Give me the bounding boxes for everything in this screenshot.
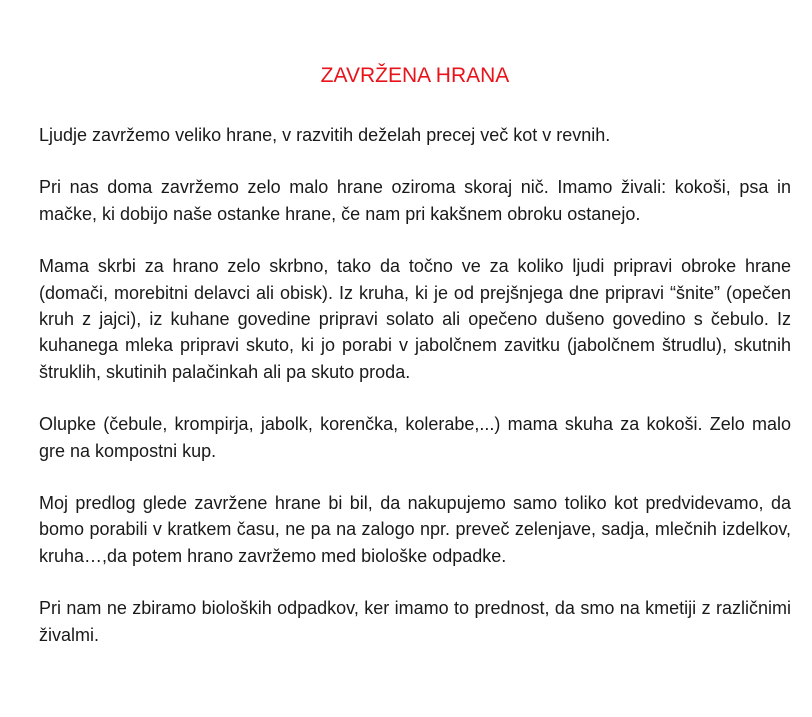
paragraph-3: Mama skrbi za hrano zelo skrbno, tako da točno ve za koliko ljudi pripravi obroke hrane (domači, morebitni delavci ali obisk). Iz kruha, ki je od prejšnjega dne pripravi “šnite” (opečen kruh z jajci), iz kuhane govedine pripravi solato ali opečeno dušeno govedino s čebulo. Iz kuhanega mleka pripravi skuto, ki jo porabi v jabolčnem zavitku (jabolčnem štrudlu), skutnih štruklih, skutinih palačinkah ali pa skuto proda. bbox=[39, 256, 791, 382]
paragraph-2: Pri nas doma zavržemo zelo malo hrane oziroma skoraj nič. Imamo živali: kokoši, psa in mačke, ki dobijo naše ostanke hrane, če nam pri kakšnem obroku ostanejo. bbox=[39, 177, 791, 224]
paragraph-1: Ljudje zavržemo veliko hrane, v razvitih deželah precej več kot v revnih. bbox=[39, 125, 611, 145]
paragraph-5: Moj predlog glede zavržene hrane bi bil, da nakupujemo samo toliko kot predvidevamo, da bomo porabili v kratkem času, ne pa na zalogo npr. preveč zelenjave, sadja, mlečnih izdelkov, kruha…,da potem hrano zavržemo med biološke odpadke. bbox=[39, 493, 791, 566]
paragraph-4: Olupke (čebule, krompirja, jabolk, korenčka, kolerabe,...) mama skuha za kokoši. Zelo malo gre na kompostni kup. bbox=[39, 414, 791, 461]
paragraph-6: Pri nam ne zbiramo bioloških odpadkov, ker imamo to prednost, da smo na kmetiji z različnimi živalmi. bbox=[39, 598, 791, 645]
document-page bbox=[39, 0, 791, 648]
document-title: ZAVRŽENA HRANA bbox=[320, 64, 510, 87]
